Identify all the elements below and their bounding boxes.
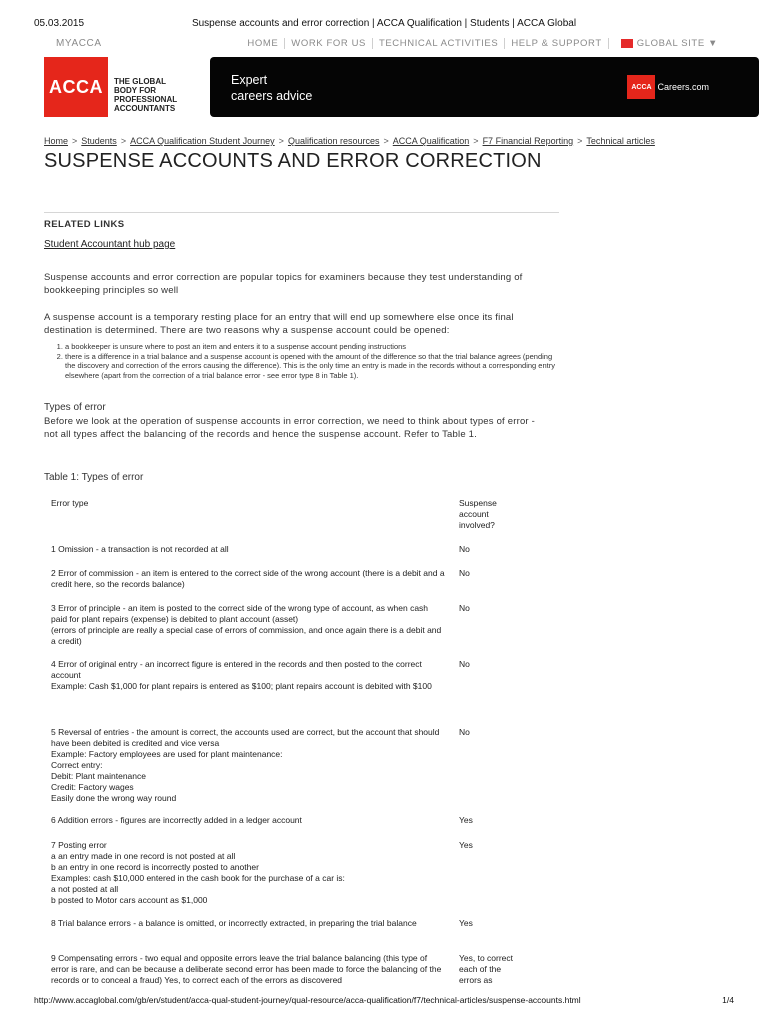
table-row-involved: No bbox=[459, 568, 470, 578]
print-date: 05.03.2015 bbox=[34, 18, 85, 29]
table-row-type: 8 Trial balance errors - a balance is omitted, or incorrectly extracted, in preparing the trial balance bbox=[51, 918, 417, 928]
reasons-list bbox=[44, 342, 555, 380]
related-links-heading: RELATED LINKS bbox=[44, 219, 125, 230]
breadcrumb-separator: > bbox=[72, 136, 78, 146]
flag-icon bbox=[621, 39, 633, 48]
nav-technical-activities[interactable]: TECHNICAL ACTIVITIES bbox=[372, 38, 504, 49]
logo-tagline bbox=[114, 77, 177, 113]
tagline-line: BODY FOR bbox=[114, 86, 157, 95]
nav-work-for-us[interactable]: WORK FOR US bbox=[284, 38, 372, 49]
table-row-type: 9 Compensating errors - two equal and opposite errors leave the trial balance balancing (this type of error is rare, and can be because a deliberate second error has been made to force the balancing of the records or to conceal a fraud) Yes, to correct each of the errors as discovered bbox=[51, 953, 442, 985]
table-row-type: 3 Error of principle - an item is posted to the correct side of the wrong type of account, as when cash paid for plant repairs (expense) is debited to plant account (asset) (errors of principle are really a special case of errors of commission, and once again there is a debit and a credit) bbox=[51, 603, 442, 646]
table-header-error-type: Error type bbox=[51, 498, 89, 508]
global-site-label: GLOBAL SITE ▼ bbox=[636, 38, 718, 49]
careers-text: Careers.com bbox=[657, 82, 709, 92]
breadcrumb bbox=[44, 136, 655, 146]
breadcrumb-separator: > bbox=[120, 136, 127, 146]
breadcrumb-separator: > bbox=[473, 136, 479, 146]
table-row-involved: No bbox=[459, 544, 470, 554]
tagline-line: THE GLOBAL bbox=[114, 77, 166, 86]
types-paragraph: Before we look at the operation of suspense accounts in error correction, we need to think about types of error - not all types affect the balancing of the records and hence the suspense account. Refer to Table 1. bbox=[44, 416, 535, 440]
list-item: 2. there is a difference in a trial balance and a suspense account is opened with the amount of the difference so that the trial balance agrees (pending the discovery and correction of the errors causing the difference). This is the only time an entry is made in the records without a corresponding entry elsewhere (apart from the correction of a trial balance error - see error type 8 in Table 1). bbox=[65, 352, 555, 381]
nav-help-support[interactable]: HELP & SUPPORT bbox=[504, 38, 607, 49]
logo-mark: ACCA bbox=[44, 57, 108, 117]
breadcrumb-student-journey[interactable]: ACCA Qualification Student Journey bbox=[130, 136, 275, 146]
breadcrumb-qualification-resources[interactable]: Qualification resources bbox=[287, 136, 380, 146]
table-row-type: 4 Error of original entry - an incorrect figure is entered in the records and then posted to the correct account Example: Cash $1,000 for plant repairs is entered as $100; plant repairs account is debited with $100 bbox=[51, 659, 432, 691]
table-row-involved: No bbox=[459, 727, 470, 737]
table-row-type: 2 Error of commission - an item is entered to the correct side of the wrong account (there is a debit and a credit here, so the records balance) bbox=[51, 568, 445, 589]
breadcrumb-separator: > bbox=[278, 136, 284, 146]
careers-banner[interactable] bbox=[210, 57, 759, 117]
table-title: Table 1: Types of error bbox=[44, 472, 144, 483]
list-item: 1. a bookkeeper is unsure where to post an item and enters it to a suspense account pending instructions bbox=[65, 342, 555, 352]
print-title: Suspense accounts and error correction | ACCA Qualification | Students | ACCA Global bbox=[191, 18, 577, 29]
nav-home[interactable]: HOME bbox=[247, 38, 279, 49]
top-nav bbox=[44, 38, 724, 52]
breadcrumb-home[interactable]: Home bbox=[44, 136, 69, 146]
table-row-involved: Yes bbox=[459, 918, 473, 928]
table-row-involved: Yes, to correct each of the errors as bbox=[459, 953, 514, 985]
breadcrumb-f7[interactable]: F7 Financial Reporting bbox=[482, 136, 574, 146]
table-row-involved: Yes bbox=[459, 815, 473, 825]
table-row-type: 1 Omission - a transaction is not recorded at all bbox=[51, 544, 229, 554]
breadcrumb-students[interactable]: Students bbox=[81, 136, 117, 146]
careers-logo: ACCA bbox=[627, 75, 655, 99]
myacca-link[interactable]: MYACCA bbox=[56, 38, 102, 49]
breadcrumb-technical-articles[interactable]: Technical articles bbox=[586, 136, 655, 146]
tagline-line: ACCOUNTANTS bbox=[114, 104, 176, 113]
intro-paragraph: Suspense accounts and error correction are popular topics for examiners because they test understanding of bookkeeping principles so well bbox=[44, 272, 523, 296]
table-row-involved: Yes bbox=[459, 840, 473, 850]
breadcrumb-separator: > bbox=[383, 136, 389, 146]
types-heading: Types of error bbox=[44, 402, 106, 413]
acca-logo[interactable] bbox=[44, 57, 182, 117]
table-header-suspense: Suspense account involved? bbox=[459, 498, 497, 530]
nav-links bbox=[241, 38, 724, 49]
banner-text bbox=[231, 72, 312, 104]
nav-global-site[interactable] bbox=[608, 38, 724, 49]
breadcrumb-separator: > bbox=[577, 136, 583, 146]
table-row-involved: No bbox=[459, 603, 470, 613]
table-row-type: 6 Addition errors - figures are incorrectly added in a ledger account bbox=[51, 815, 302, 825]
tagline-line: PROFESSIONAL bbox=[114, 95, 178, 104]
breadcrumb-acca-qualification[interactable]: ACCA Qualification bbox=[392, 136, 470, 146]
print-url: http://www.accaglobal.com/gb/en/student/acca-qual-student-journey/qual-resource/acca-qualification/f7/technical-articles/suspense-accounts.html bbox=[34, 995, 581, 1005]
banner-line1: Expert bbox=[231, 73, 268, 87]
banner-line2: careers advice bbox=[231, 89, 313, 103]
divider bbox=[44, 212, 559, 213]
student-accountant-hub-link[interactable]: Student Accountant hub page bbox=[44, 239, 176, 250]
careers-badge bbox=[627, 75, 709, 99]
suspense-definition-paragraph: A suspense account is a temporary resting place for an entry that will end up somewhere else once its final destination is determined. There are two reasons why a suspense account could be opened: bbox=[44, 312, 514, 336]
table-row-type: 7 Posting error a an entry made in one record is not posted at all b an entry in one record is incorrectly posted to another Examples: cash $10,000 entered in the cash book for the purchase of a car is: a not posted at all b posted to Motor cars account as $1,000 bbox=[51, 840, 345, 905]
print-page-number: 1/4 bbox=[722, 995, 734, 1005]
table-row-involved: No bbox=[459, 659, 470, 669]
page-title: SUSPENSE ACCOUNTS AND ERROR CORRECTION bbox=[44, 150, 542, 172]
table-row-type: 5 Reversal of entries - the amount is correct, the accounts used are correct, but the account that should have been debited is credited and vice versa Example: Factory employees are used for plant maintenance: Correct entry: Debit: Plant maintenance Credit: Factory wages Easily done the wrong way round bbox=[51, 727, 440, 803]
